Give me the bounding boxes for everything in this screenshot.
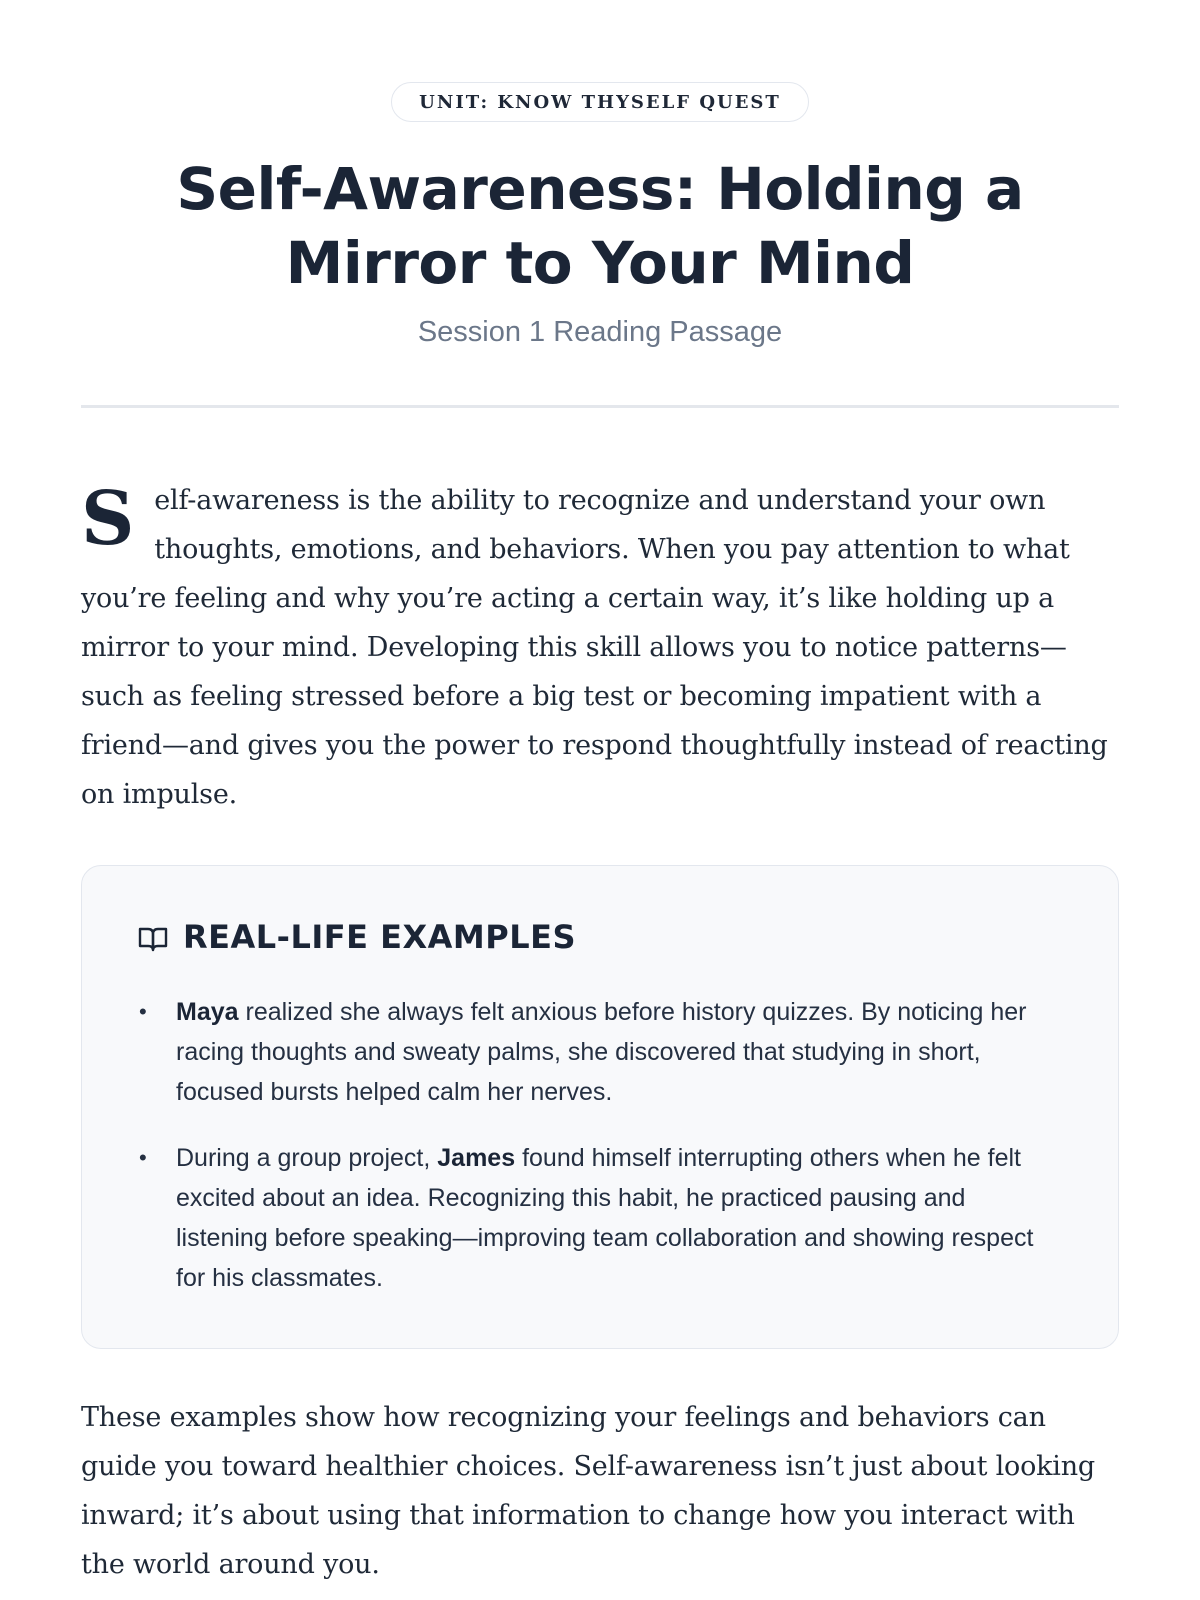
example-text-after: realized she always felt anxious before history quizzes. By noticing her racing thoughts and sweaty palms, she discovered that studying in short, focused bursts helped calm her nerves.	[176, 998, 1027, 1106]
examples-heading	[137, 918, 1063, 956]
unit-label: UNIT: KNOW THYSELF QUEST	[391, 82, 809, 122]
list-item	[137, 1138, 1063, 1298]
divider	[81, 405, 1119, 408]
example-name: James	[437, 1144, 516, 1172]
bullet: •	[139, 1145, 147, 1170]
example-text-after: found himself interrupting others when he felt excited about an idea. Recognizing this habit, he practiced pausing and listening before speaking—improving team collaboration and showing respect for his classmates.	[176, 1144, 1034, 1292]
examples-box	[81, 865, 1119, 1349]
outro-paragraph: These examples show how recognizing your feelings and behaviors can guide you toward healthier choices. Self-awareness isn’t just about looking inward; it’s about using that information to change how you interact with the world around you.	[81, 1402, 1096, 1580]
bullet: •	[139, 999, 147, 1024]
examples-list	[137, 992, 1063, 1298]
list-item	[137, 992, 1063, 1112]
intro-text: elf-awareness is the ability to recognize and understand your own thoughts, emotions, and behaviors. When you pay attention to what you’re feeling and why you’re acting a certain way, it’s like holding up a mirror to your mind. Developing this skill allows you to notice patterns—such as feeling stressed before a big test or becoming impatient with a friend—and gives you the power to respond thoughtfully instead of reacting on impulse.	[81, 485, 1108, 810]
book-open-icon	[137, 923, 169, 951]
examples-heading-text: REAL-LIFE EXAMPLES	[183, 918, 576, 956]
intro-paragraph	[81, 476, 1119, 819]
page-title: Self-Awareness: Holding a Mirror to Your Mind	[176, 155, 1024, 297]
drop-cap: S	[81, 476, 135, 562]
unit-label-wrap	[81, 0, 1119, 122]
example-name: Maya	[176, 998, 239, 1026]
page-subtitle: Session 1 Reading Passage	[417, 316, 783, 348]
example-text-before: During a group project,	[176, 1144, 438, 1172]
